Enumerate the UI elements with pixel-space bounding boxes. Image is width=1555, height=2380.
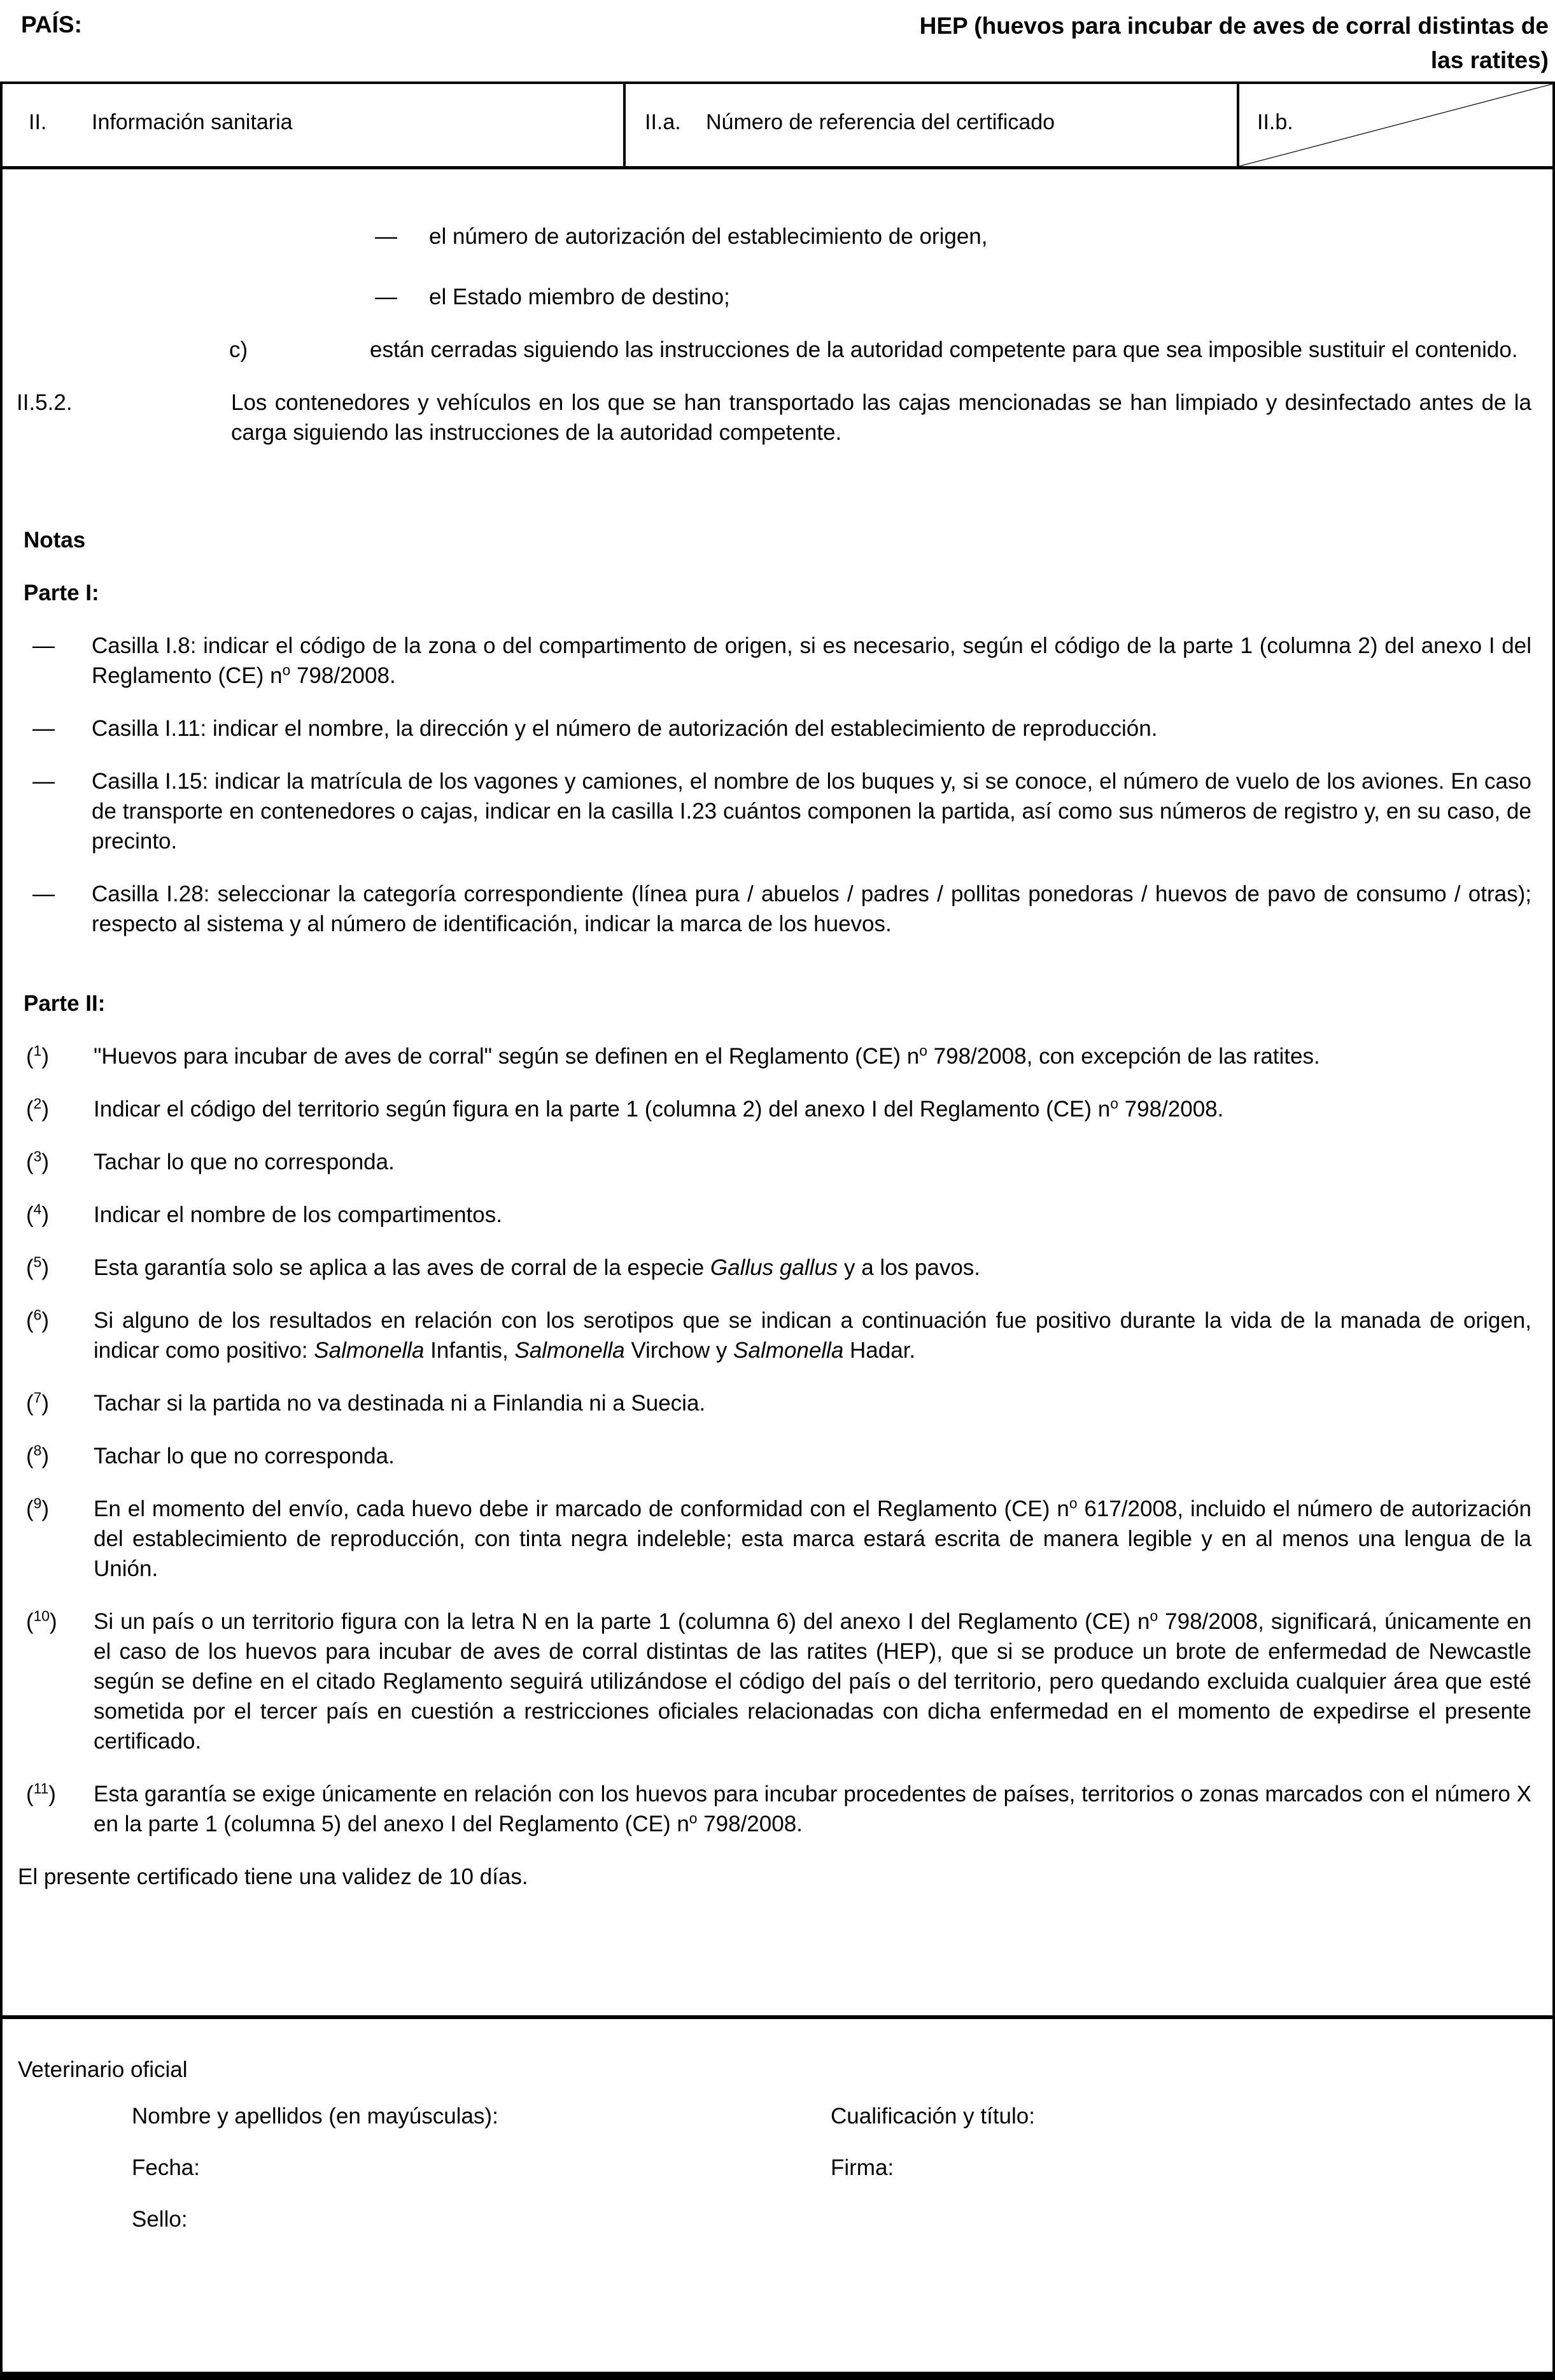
part1-item-text: Casilla I.11: indicar el nombre, la dirección y el número de autorización del establecimiento de reproducción. [92,716,1158,741]
dash-marker: — [375,224,397,249]
footnote-text: Esta garantía solo se aplica a las aves de corral de la especie Gallus gallus y a los pavos. [94,1255,981,1280]
signature-label: Firma: [831,2155,894,2180]
footnote-marker: ($^{10}$) [26,1607,57,1634]
footnote-marker: ($^7$) [26,1389,49,1416]
footnote-marker: ($^2$) [26,1095,49,1122]
footnote-marker: ($^{11}$) [26,1780,56,1806]
clause-ii52 [17,388,1531,447]
footnote-text: Indicar el nombre de los compartimentos. [94,1202,502,1227]
notes-heading: Notas [24,528,86,553]
footnote-item [26,1494,1531,1584]
clause-text: están cerradas siguiendo las instrucciones de la autoridad competente para que sea imposible sustituir el contenido. [370,337,1518,362]
list-item-text: el Estado miembro de destino; [429,285,730,309]
part1-heading: Parte I: [24,581,99,605]
header-cell-info-sanitaria [3,84,623,166]
part1-item [32,766,1531,856]
name-label: Nombre y apellidos (en mayúsculas): [132,2104,498,2129]
stamp-label: Sello: [132,2207,188,2232]
document-title-line1: HEP (huevos para incubar de aves de corral distintas de [919,13,1549,39]
header-cell-label: Información sanitaria [92,110,293,134]
footnote-item [26,1200,1531,1230]
signature-row [18,2204,1531,2234]
part1-item [32,879,1531,939]
footnote-marker: ($^1$) [26,1042,49,1069]
clause-c [229,335,1531,365]
footnote-marker: ($^4$) [26,1201,49,1227]
footnote-marker: ($^3$) [26,1148,49,1174]
validity-statement: El presente certificado tiene una validez de 10 días. [18,1864,528,1889]
footnote-marker: ($^8$) [26,1442,49,1468]
clause-marker: c) [229,337,248,362]
list-item-text: el número de autorización del establecimiento de origen, [429,224,988,249]
part1-item [32,714,1531,743]
empty-cell [831,2204,1531,2234]
dash-marker: — [32,633,55,658]
header-cell-num: II.a. [645,110,681,134]
header-cell-num: II.b. [1257,110,1293,134]
header-cell-label: Número de referencia del certificado [706,110,1055,134]
footnote-text: Tachar lo que no corresponda. [94,1150,395,1174]
footnote-item [26,1253,1531,1283]
signature-section [3,2019,1552,2234]
clause-text: Los contenedores y vehículos en los que se han transportado las cajas mencionadas se han limpiado y desinfectado antes de la carga siguiendo las instrucciones de la autoridad competente. [231,390,1531,445]
page-header [0,0,1555,73]
document-title [920,9,1549,78]
header-cell-num: II. [29,110,47,134]
footnote-item [26,1147,1531,1177]
qualification-label: Cualificación y título: [831,2104,1035,2129]
document-title-line2: las ratites) [1430,47,1549,73]
footnote-text: Esta garantía se exige únicamente en relación con los huevos para incubar procedentes de países, territorios o zonas marcados con el número X en la parte 1 (columna 5) del anexo I del Reglamento (CE) $n^o$ 798/2008. [94,1782,1531,1836]
footnote-text: Tachar lo que no corresponda. [94,1444,395,1468]
footnote-item [26,1607,1531,1756]
header-cell-iib [1239,84,1552,166]
footnote-marker: ($^5$) [26,1253,49,1280]
part1-item-text: Casilla I.8: indicar el código de la zona o del compartimento de origen, si es necesario, según el código de la parte 1 (columna 2) del anexo I del Reglamento (CE) $n^o$ 798/2008. [92,633,1531,688]
footnote-item [26,1094,1531,1124]
footnote-item [26,1441,1531,1471]
date-label: Fecha: [132,2155,200,2180]
footnote-text: Si alguno de los resultados en relación con los serotipos que se indican a continuación fue positivo durante la vida de la manada de origen, indicar como positivo: Salmonella Infantis, Salmonella Virchow y Salmonella Hadar. [94,1308,1531,1363]
footnote-text: En el momento del envío, cada huevo debe ir marcado de conformidad con el Reglamento (CE) $n^o$ 617/2008, incluido el número de autorización del establecimiento de reproducción, con tinta negra indeleble; esta marca estará escrita de manera legible y en al menos una lengua de la Unión. [94,1495,1531,1581]
dash-marker: — [375,285,397,309]
footnote-item [26,1388,1531,1418]
dash-marker: — [32,882,55,906]
certificate-frame [0,81,1555,2380]
footnote-text: Indicar el código del territorio según figura en la parte 1 (columna 2) del anexo I del Reglamento (CE) $n^o$ 798/2008. [94,1095,1224,1122]
header-cell-ref-certificado [623,84,1239,166]
list-item [375,222,1531,251]
footnote-item [26,1306,1531,1365]
footnote-text: "Huevos para incubar de aves de corral" según se definen en el Reglamento (CE) $n^o$ 798/2008, con excepción de las ratites. [94,1042,1320,1069]
diagonal-line [1239,84,1552,166]
part1-item-text: Casilla I.28: seleccionar la categoría correspondiente (línea pura / abuelos / padres / pollitas ponedoras / huevos de pavo de consumo / otras); respecto al sistema y al número de identificación, indicar la marca de los huevos. [92,882,1531,936]
footnote-item [26,1779,1531,1839]
dash-marker: — [32,769,55,794]
footnote-text: Si un país o un territorio figura con la letra N en la parte 1 (columna 6) del anexo I del Reglamento (CE) $n^o$ 798/2008, significará, únicamente en el caso de los huevos para incubar de aves de corral distintas de las ratites (HEP), que si se produce un brote de enfermedad de Newcastle según se define en el citado Reglamento seguirá utilizándose el código del país o del territorio, pero quedando excluida cualquier área que esté sometida por el tercer país en cuestión a restricciones oficiales relacionadas con dicha enfermedad en el momento de expedirse el presente certificado. [94,1607,1531,1754]
footnote-item [26,1041,1531,1071]
part2-heading: Parte II: [24,991,106,1016]
country-label: PAÍS: [21,11,82,38]
signature-row [18,2153,1531,2183]
part1-item-text: Casilla I.15: indicar la matrícula de los vagones y camiones, el nombre de los buques y, si se conoce, el número de vuelo de los aviones. En caso de transporte en contenedores o cajas, indicar en la casilla I.23 cuántos componen la partida, así como sus números de registro y, en su caso, de precinto. [92,769,1531,854]
footnote-marker: ($^9$) [26,1495,49,1521]
footnote-text: Tachar si la partida no va destinada ni a Finlandia ni a Suecia. [94,1391,706,1416]
signature-heading: Veterinario oficial [18,2057,188,2082]
dash-marker: — [32,716,55,741]
footnote-marker: ($^6$) [26,1306,49,1333]
certificate-text [3,169,1552,1892]
part1-item [32,631,1531,691]
list-item [375,282,1531,312]
signature-row [18,2101,1531,2131]
table-header-row [3,81,1552,169]
clause-marker: II.5.2. [17,390,73,415]
